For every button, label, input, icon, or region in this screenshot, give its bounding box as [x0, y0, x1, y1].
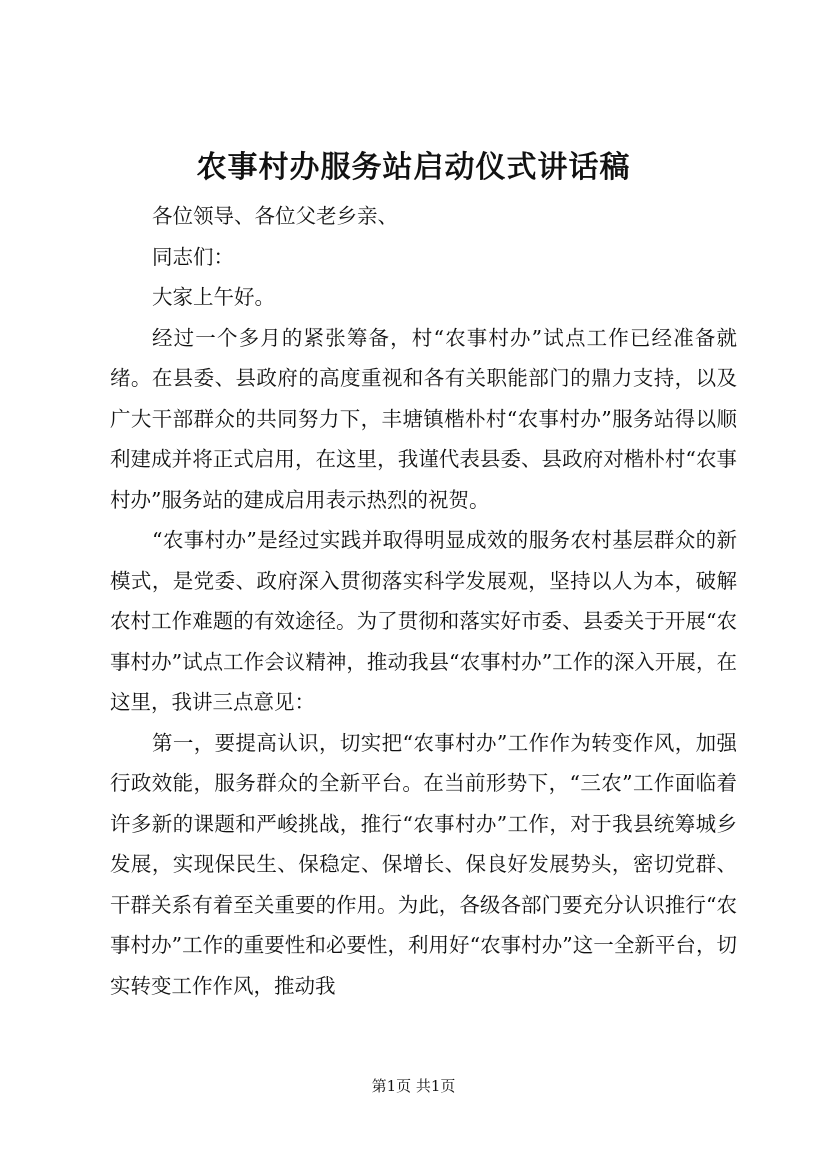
salutation-line-1: 各位领导、各位父老乡亲、 — [152, 204, 398, 228]
salutation-line-2: 同志们： — [152, 244, 234, 269]
body-paragraph: “农事村办”是经过实践并取得明显成效的服务农村基层群众的新模式，是党委、政府深入贯彻落实科学发展观，坚持以人为本，破解农村工作难题的有效途径。为了贯彻和落实好市委、县委关于开展“农事村办”试点工作会议精神，推动我县“农事村办”工作的深入开展，在这里，我讲三点意见： — [110, 528, 737, 714]
document-body — [110, 196, 737, 1006]
body-paragraph: 经过一个多月的紧张筹备，村“农事村办”试点工作已经准备就绪。在县委、县政府的高度重视和各有关职能部门的鼎力支持，以及广大干部群众的共同努力下，丰塘镇楷朴村“农事村办”服务站得以顺利建成并将正式启用，在这里，我谨代表县委、县政府对楷朴村“农事村办”服务站的建成启用表示热烈的祝贺。 — [110, 325, 737, 512]
page-number-footer: 第1页 共1页 — [371, 1077, 456, 1095]
page-title: 农事村办服务站启动仪式讲话稿 — [196, 150, 631, 185]
body-paragraph: 第一，要提高认识，切实把“农事村办”工作作为转变作风，加强行政效能，服务群众的全新平台。在当前形势下，“三农”工作面临着许多新的课题和严峻挑战，推行“农事村办”工作，对于我县统筹城乡发展，实现保民生、保稳定、保增长、保良好发展势头，密切党群、干群关系有着至关重要的作用。为此，各级各部门要充分认识推行“农事村办”工作的重要性和必要性，利用好“农事村办”这一全新平台，切实转变工作作风，推动我 — [110, 730, 737, 998]
greeting-paragraph: 大家上午好。 — [152, 285, 275, 309]
